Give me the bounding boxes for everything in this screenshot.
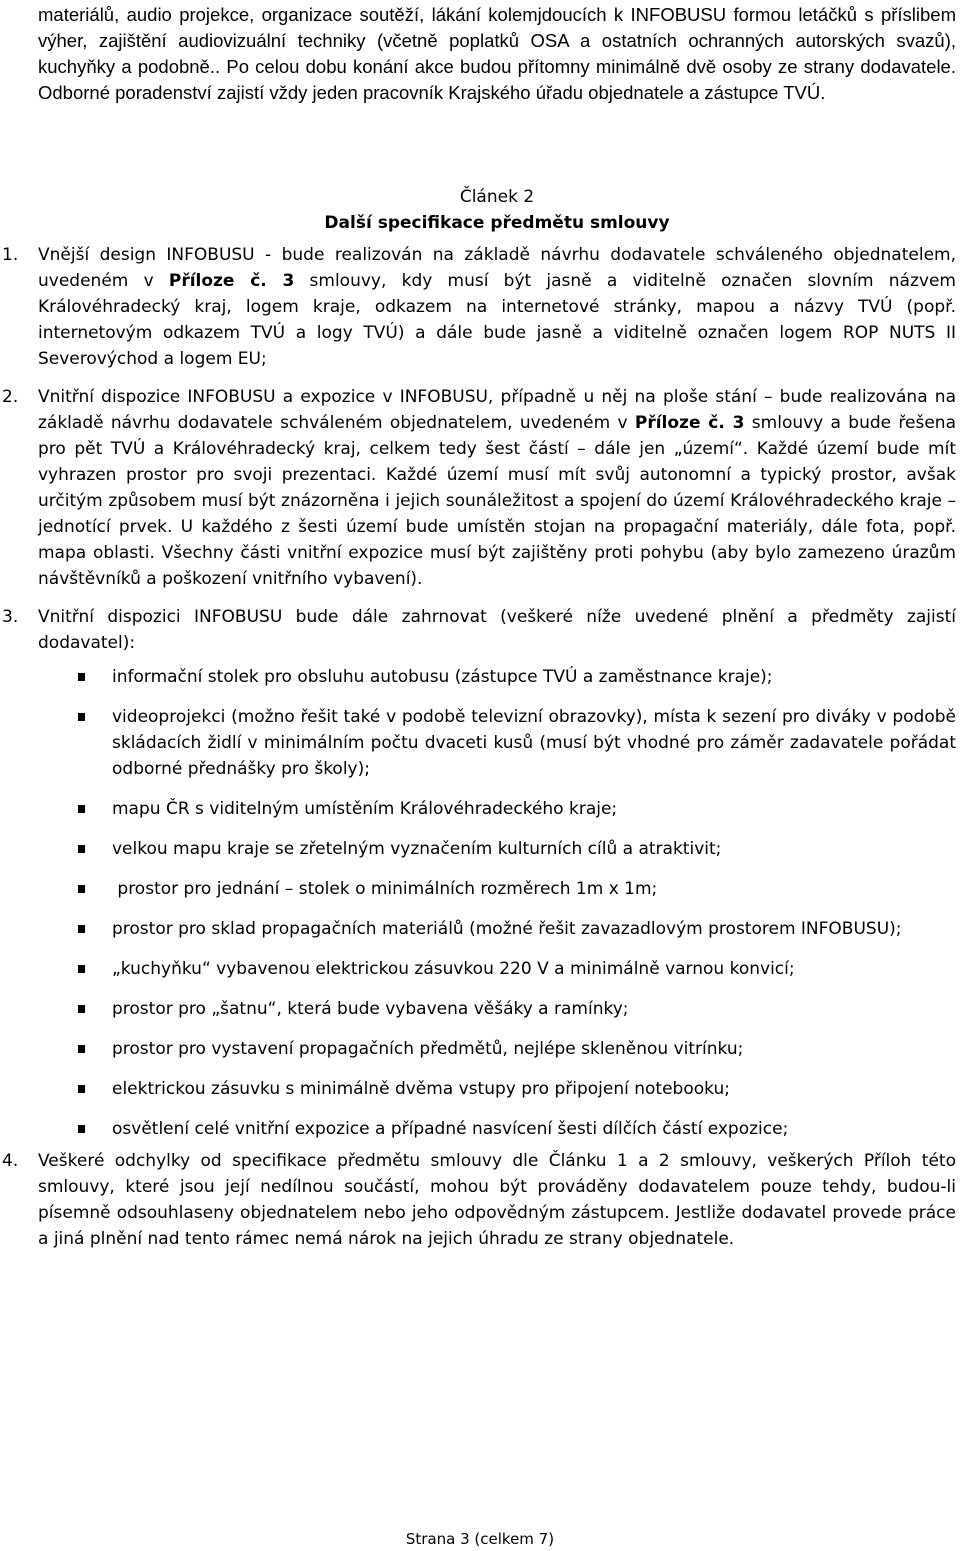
item-number: 1. <box>2 245 19 265</box>
item-text-part: smlouvy a bude řešena pro pět TVÚ a Královéhradecký kraj, celkem tedy šest částí – dále jen „území“. Každé území bude mít vyhrazen prostor pro svoji prezentaci. Každé území musí mít svůj autonomní a typický prostor, avšak určitým způsobem musí být znázorněna i jejich sounáležitost a spojení do území Královéhradeckého kraje – jednotící prvek. U každého z šesti území bude umístěn stojan na propagační materiály, dále fota, popř. mapa oblasti. Všechny části vnitřní expozice musí být zajištěny proti pohybu (aby bylo zamezeno úrazům návštěvníků a poškození vnitřního vybavení). <box>38 413 956 589</box>
square-bullet-icon <box>78 1125 85 1133</box>
square-bullet-icon <box>78 885 85 893</box>
bullet-item <box>38 1036 956 1062</box>
intro-paragraph <box>38 2 956 106</box>
bullet-item <box>38 836 956 862</box>
list-item-2 <box>2 384 956 592</box>
item-number: 3. <box>2 607 19 627</box>
item-text: Vnitřní dispozici INFOBUSU bude dále zahrnovat (veškeré níže uvedené plnění a předměty zajistí dodavatel): <box>38 607 956 653</box>
article-number: Článek 2 <box>459 187 535 207</box>
list-item-4 <box>2 1148 956 1252</box>
list-item-1 <box>2 242 956 372</box>
document-page <box>2 0 956 1252</box>
bullet-item <box>38 1076 956 1102</box>
bullet-item <box>38 1116 956 1142</box>
square-bullet-icon <box>78 845 85 853</box>
item-number: 2. <box>2 387 19 407</box>
bullet-text: velkou mapu kraje se zřetelným vyznačením kulturních cílů a atraktivit; <box>112 839 722 859</box>
square-bullet-icon <box>78 925 85 933</box>
intro-text-1: materiálů, audio projekce, organizace soutěží, lákání kolemjdoucích k INFOBUSU formou letáčků s příslibem výher, zajištění audiovizuální techniky (včetně poplatků OSA a ostatních ochranných autorských svazů), kuchyňky a podobně. <box>38 4 956 77</box>
square-bullet-icon <box>78 713 85 721</box>
square-bullet-icon <box>78 965 85 973</box>
list-item-3 <box>2 604 956 1142</box>
item-text-part: smlouvy, kdy musí být jasně a viditelně označen slovním názvem Královéhradecký kraj, logem kraje, odkazem na internetové stránky, mapou a názvy TVÚ (popř. internetovým odkazem TVÚ a logy TVÚ) a dále bude jasně a viditelně označen logem ROP NUTS II Severovýchod a logem EU; <box>38 271 956 369</box>
item-text <box>38 242 956 372</box>
bullet-item <box>38 704 956 782</box>
bullet-text: videoprojekci (možno řešit také v podobě televizní obrazovky), místa k sezení pro diváky v podobě skládacích židlí v minimálním počtu dvaceti kusů (musí být vhodné pro záměr zadavatele pořádat odborné přednášky pro školy); <box>112 707 956 779</box>
bullet-text: elektrickou zásuvku s minimálně dvěma vstupy pro připojení notebooku; <box>112 1079 730 1099</box>
page-footer: Strana 3 (celkem 7) <box>405 1530 555 1548</box>
bullet-item <box>38 876 956 902</box>
annex-reference: Příloze č. 3 <box>634 413 745 433</box>
bullet-text: osvětlení celé vnitřní expozice a případné nasvícení šesti dílčích částí expozice; <box>112 1119 789 1139</box>
bullet-text: prostor pro jednání – stolek o minimálních rozměrech 1m x 1m; <box>112 879 658 899</box>
article-title: Další specifikace předmětu smlouvy <box>324 213 670 233</box>
item-text <box>38 384 956 592</box>
bullet-text: prostor pro vystavení propagačních předmětů, nejlépe skleněnou vitrínku; <box>112 1039 744 1059</box>
square-bullet-icon <box>78 1045 85 1053</box>
bullet-text: informační stolek pro obsluhu autobusu (zástupce TVÚ a zaměstnance kraje); <box>112 667 773 687</box>
bullet-item <box>38 956 956 982</box>
item-number: 4. <box>2 1151 19 1171</box>
bullet-item <box>38 996 956 1022</box>
bullet-item <box>38 664 956 690</box>
bullet-text: prostor pro „šatnu“, která bude vybavena věšáky a ramínky; <box>112 999 629 1019</box>
square-bullet-icon <box>78 673 85 681</box>
item-text-part: Vnitřní dispozice INFOBUSU a expozice v INFOBUSU, případně u něj na ploše stání – bude realizována na základě návrhu dodavatele schváleném objednatelem, uvedeném v <box>38 387 956 433</box>
square-bullet-icon <box>78 1005 85 1013</box>
bullet-text: „kuchyňku“ vybavenou elektrickou zásuvkou 220 V a minimálně varnou konvicí; <box>112 959 795 979</box>
intro-text-2: . Po celou dobu konání akce budou přítomny minimálně dvě osoby ze strany dodavatele. <box>215 56 956 77</box>
bullet-item <box>38 796 956 822</box>
annex-reference: Příloze č. 3 <box>168 271 295 291</box>
item-text-part: Vnější design INFOBUSU - bude realizován na základě návrhu dodavatele schváleného objednatelem, uvedeném v <box>38 245 956 291</box>
bullet-text: mapu ČR s viditelným umístěním Královéhradeckého kraje; <box>112 799 618 819</box>
intro-text-3: Odborné poradenství zajistí vždy jeden pracovník Krajského úřadu objednatele a zástupce TVÚ. <box>38 82 826 103</box>
bullet-list <box>38 664 956 1142</box>
square-bullet-icon <box>78 1085 85 1093</box>
item-text: Veškeré odchylky od specifikace předmětu smlouvy dle Článku 1 a 2 smlouvy, veškerých Příloh této smlouvy, které jsou její nedílnou součástí, mohou být prováděny dodavatelem pouze tehdy, budou-li písemně odsouhlaseny objednatelem nebo jeho odpovědným zástupcem. Jestliže dodavatel provede práce a jiná plnění nad tento rámec nemá nárok na jejich úhradu ze strany objednatele. <box>38 1151 956 1249</box>
bullet-item <box>38 916 956 942</box>
bullet-text: prostor pro sklad propagačních materiálů (možné řešit zavazadlovým prostorem INFOBUSU); <box>112 919 902 939</box>
square-bullet-icon <box>78 805 85 813</box>
